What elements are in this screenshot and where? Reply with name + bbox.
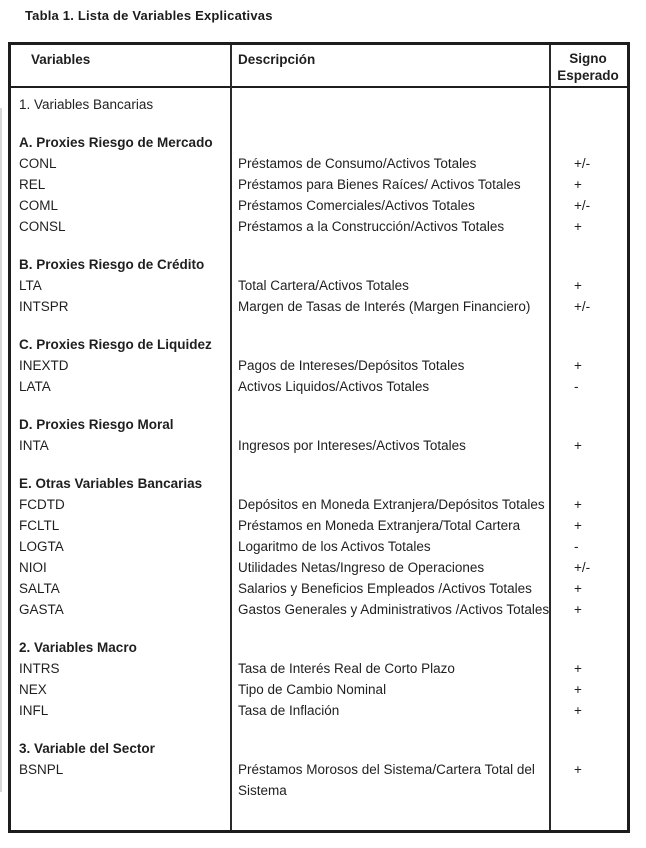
sign-cell xyxy=(549,94,627,115)
section-heading: 3. Variable del Sector xyxy=(19,741,155,756)
variable-cell: NEX xyxy=(19,682,47,697)
sign-cell: + xyxy=(574,219,582,234)
header-description: Descripción xyxy=(238,52,316,67)
description-cell: Total Cartera/Activos Totales xyxy=(238,278,409,293)
table-section xyxy=(11,132,627,237)
table-row xyxy=(11,275,627,296)
description-cell xyxy=(230,334,549,355)
description-cell xyxy=(230,94,549,115)
sign-cell: +/- xyxy=(574,560,591,575)
description-cell: Préstamos en Moneda Extranjera/Total Cartera xyxy=(238,518,521,533)
table-caption: Tabla 1. Lista de Variables Explicativas xyxy=(25,8,273,23)
header-variables: Variables xyxy=(31,52,91,67)
description-cell xyxy=(230,132,549,153)
sign-cell: + xyxy=(574,602,582,617)
description-cell: Pagos de Intereses/Depósitos Totales xyxy=(238,358,465,373)
variable-cell: LOGTA xyxy=(19,539,64,554)
section-heading: B. Proxies Riesgo de Crédito xyxy=(19,257,205,272)
section-heading: 1. Variables Bancarias xyxy=(19,97,154,112)
table-row xyxy=(11,216,627,237)
section-heading-row xyxy=(11,414,627,435)
variable-cell: FCLTL xyxy=(19,518,60,533)
table-body xyxy=(11,88,627,801)
sign-cell xyxy=(549,473,627,494)
table-row xyxy=(11,195,627,216)
table-row xyxy=(11,296,627,317)
sign-cell: + xyxy=(574,177,582,192)
header-expected-sign xyxy=(549,45,627,86)
table-section xyxy=(11,94,627,115)
section-heading-row xyxy=(11,132,627,153)
table-section xyxy=(11,738,627,801)
description-cell: Tasa de Inflación xyxy=(238,703,340,718)
variable-cell: INTA xyxy=(19,438,49,453)
column-divider-2 xyxy=(549,45,551,830)
table-row xyxy=(11,174,627,195)
table-row xyxy=(11,355,627,376)
table-section xyxy=(11,254,627,317)
section-heading: 2. Variables Macro xyxy=(19,640,137,655)
section-heading: E. Otras Variables Bancarias xyxy=(19,476,203,491)
description-cell xyxy=(230,738,549,759)
variable-cell: REL xyxy=(19,177,46,192)
table-row xyxy=(11,153,627,174)
table-row xyxy=(11,599,627,620)
description-cell: Activos Liquidos/Activos Totales xyxy=(238,379,430,394)
table-row xyxy=(11,759,627,801)
table-section xyxy=(11,334,627,397)
table-row xyxy=(11,658,627,679)
description-cell xyxy=(230,414,549,435)
description-cell xyxy=(230,254,549,275)
section-heading-row xyxy=(11,94,627,115)
variable-cell: GASTA xyxy=(19,602,64,617)
variable-cell: COML xyxy=(19,198,59,213)
variable-cell: INFL xyxy=(19,703,49,718)
table-section xyxy=(11,473,627,620)
sign-cell xyxy=(549,738,627,759)
sign-cell: + xyxy=(574,581,582,596)
description-cell xyxy=(230,637,549,658)
table-section xyxy=(11,414,627,456)
description-cell: Ingresos por Intereses/Activos Totales xyxy=(238,438,466,453)
variables-table xyxy=(8,42,630,833)
sign-cell xyxy=(549,254,627,275)
description-cell: Préstamos Comerciales/Activos Totales xyxy=(238,198,475,213)
description-cell: Gastos Generales y Administrativos /Activos Totales xyxy=(238,602,550,617)
sign-cell: + xyxy=(574,518,582,533)
section-heading: C. Proxies Riesgo de Liquidez xyxy=(19,337,212,352)
table-row xyxy=(11,376,627,397)
sign-cell: + xyxy=(574,278,582,293)
variable-cell: FCDTD xyxy=(19,497,65,512)
variable-cell: SALTA xyxy=(19,581,60,596)
section-heading-row xyxy=(11,254,627,275)
scan-artifact-line xyxy=(0,108,2,792)
sign-cell: + xyxy=(574,438,582,453)
description-cell: Préstamos de Consumo/Activos Totales xyxy=(238,156,477,171)
description-cell: Salarios y Beneficios Empleados /Activos Totales xyxy=(238,581,532,596)
variable-cell: CONL xyxy=(19,156,57,171)
description-cell: Préstamos para Bienes Raíces/ Activos Totales xyxy=(238,177,521,192)
sign-cell xyxy=(549,132,627,153)
variable-cell: INTRS xyxy=(19,661,60,676)
description-cell: Préstamos a la Construcción/Activos Totales xyxy=(238,219,505,234)
sign-cell: +/- xyxy=(574,198,591,213)
sign-cell: + xyxy=(574,762,582,777)
sign-cell: + xyxy=(574,661,582,676)
header-sign-line1: Signo xyxy=(569,51,607,66)
sign-cell: + xyxy=(574,703,582,718)
table-row xyxy=(11,557,627,578)
description-cell: Tipo de Cambio Nominal xyxy=(238,682,387,697)
table-row xyxy=(11,435,627,456)
sign-cell: + xyxy=(574,358,582,373)
description-cell: Tasa de Interés Real de Corto Plazo xyxy=(238,661,455,676)
table-row xyxy=(11,536,627,557)
description-cell: Préstamos Morosos del Sistema/Cartera Total del Sistema xyxy=(238,762,535,798)
description-cell: Utilidades Netas/Ingreso de Operaciones xyxy=(238,560,485,575)
table-header-row xyxy=(11,45,627,88)
variable-cell: INTSPR xyxy=(19,299,69,314)
table-row xyxy=(11,578,627,599)
header-sign-line2: Esperado xyxy=(557,68,619,83)
variable-cell: INEXTD xyxy=(19,358,69,373)
section-heading: A. Proxies Riesgo de Mercado xyxy=(19,135,213,150)
table-section xyxy=(11,637,627,721)
sign-cell: +/- xyxy=(574,156,591,171)
variable-cell: NIOI xyxy=(19,560,47,575)
variable-cell: CONSL xyxy=(19,219,66,234)
description-cell xyxy=(230,473,549,494)
description-cell: Margen de Tasas de Interés (Margen Financiero) xyxy=(238,299,531,314)
variable-cell: BSNPL xyxy=(19,762,64,777)
column-divider-1 xyxy=(230,45,232,830)
section-heading-row xyxy=(11,473,627,494)
description-cell: Depósitos en Moneda Extranjera/Depósitos Totales xyxy=(238,497,545,512)
section-heading-row xyxy=(11,334,627,355)
section-heading-row xyxy=(11,637,627,658)
table-row xyxy=(11,700,627,721)
table-row xyxy=(11,515,627,536)
sign-cell: + xyxy=(574,497,582,512)
section-heading-row xyxy=(11,738,627,759)
table-row xyxy=(11,679,627,700)
sign-cell: + xyxy=(574,682,582,697)
sign-cell: - xyxy=(574,379,579,394)
table-row xyxy=(11,494,627,515)
sign-cell: +/- xyxy=(574,299,591,314)
variable-cell: LATA xyxy=(19,379,51,394)
section-heading: D. Proxies Riesgo Moral xyxy=(19,417,174,432)
sign-cell xyxy=(549,414,627,435)
sign-cell: - xyxy=(574,539,579,554)
sign-cell xyxy=(549,637,627,658)
variable-cell: LTA xyxy=(19,278,42,293)
sign-cell xyxy=(549,334,627,355)
description-cell: Logaritmo de los Activos Totales xyxy=(238,539,431,554)
